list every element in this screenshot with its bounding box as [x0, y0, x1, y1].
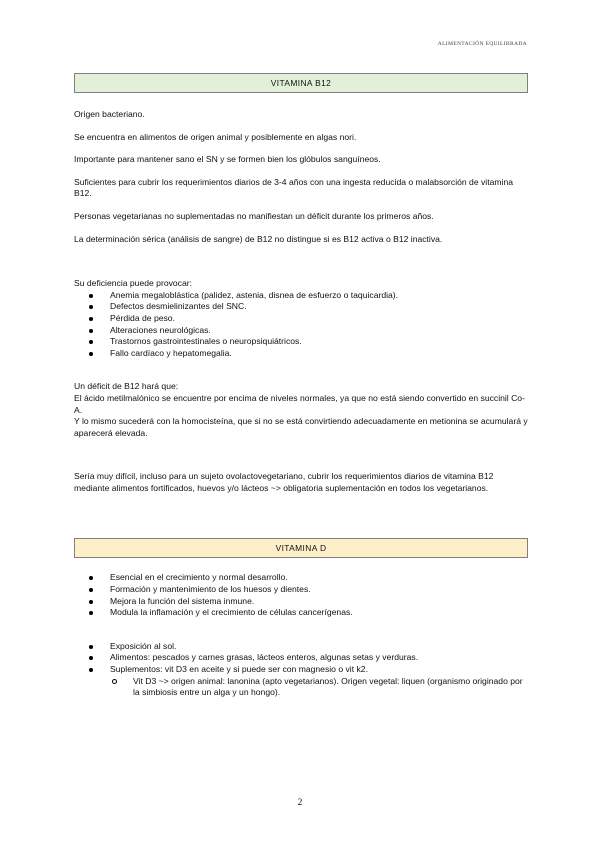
b12-paragraph: Origen bacteriano. [74, 109, 145, 119]
list-item: Suplementos: vit D3 en aceite y si puede ser con magnesio o vit k2. [87, 664, 528, 676]
b12-paragraph: Importante para mantener sano el SN y se formen bien los glóbulos sanguíneos. [74, 154, 381, 165]
page-number: 2 [297, 798, 303, 808]
deficiency-intro: Su deficiencia puede provocar: [74, 278, 193, 289]
deficiency-list [74, 290, 528, 360]
vitd-sub-list [74, 676, 528, 699]
list-item: Pérdida de peso. [87, 313, 528, 325]
vitd-sources-list [74, 641, 528, 676]
list-item: Esencial en el crecimiento y normal desarrollo. [87, 572, 528, 584]
vitd-functions-list [74, 572, 528, 618]
list-item: Modula la inflamación y el crecimiento de células cancerígenas. [87, 607, 528, 619]
list-item: Trastornos gastrointestinales o neuropsiquiátricos. [87, 336, 528, 348]
page-content [74, 73, 528, 699]
b12-paragraph: Se encuentra en alimentos de origen animal y posiblemente en algas nori. [74, 131, 357, 142]
running-header: ALIMENTACIÓN EQUILIBRADA [437, 41, 527, 47]
deficit-intro: Un déficit de B12 hará que: [74, 381, 179, 392]
list-item: Formación y mantenimiento de los huesos y dientes. [87, 584, 528, 596]
section-title-vitamina-b12: VITAMINA B12 [74, 73, 528, 93]
deficit-line: Y lo mismo sucederá con la homocisteína, que si no se está convirtiendo adecuadamente en metionina se acumulará y aparecerá elevada. [74, 416, 528, 438]
b12-conclusion: Sería muy difícil, incluso para un sujeto ovolactovegetariano, cubrir los requerimientos diarios de vitamina B12 mediante alimentos fortificados, huevos y/o lácteos ~> obligatoria suplementación en todos los vegetarianos. [74, 471, 494, 493]
section-title-vitamina-d: VITAMINA D [74, 538, 528, 558]
list-item: Alimentos: pescados y carnes grasas, lácteos enteros, algunas setas y verduras. [87, 652, 528, 664]
b12-paragraph: Suficientes para cubrir los requerimientos diarios de 3-4 años con una ingesta reducida o malabsorción de vitamina B12. [74, 176, 514, 199]
list-item: Mejora la función del sistema inmune. [87, 596, 528, 608]
list-item: Fallo cardíaco y hepatomegalia. [87, 348, 528, 360]
list-item: Anemia megaloblástica (palidez, astenia, disnea de esfuerzo o taquicardia). [87, 290, 528, 302]
sub-list-item: Vit D3 ~> origen animal: lanonina (apto vegetarianos). Origen vegetal: liquen (organismo originado por la simbiosis entre un alga y un hongo). [111, 676, 528, 699]
list-item: Exposición al sol. [87, 641, 528, 653]
b12-paragraph: La determinación sérica (análisis de sangre) de B12 no distingue si es B12 activa o B12 inactiva. [74, 233, 443, 244]
list-item: Alteraciones neurológicas. [87, 325, 528, 337]
deficit-line: El ácido metilmalónico se encuentre por encima de niveles normales, ya que no está siendo convertido en succinil Co-A. [74, 392, 525, 415]
list-item: Defectos desmielinizantes del SNC. [87, 301, 528, 313]
b12-paragraph: Personas vegetarianas no suplementadas no manifiestan un déficit durante los primeros años. [74, 210, 434, 221]
